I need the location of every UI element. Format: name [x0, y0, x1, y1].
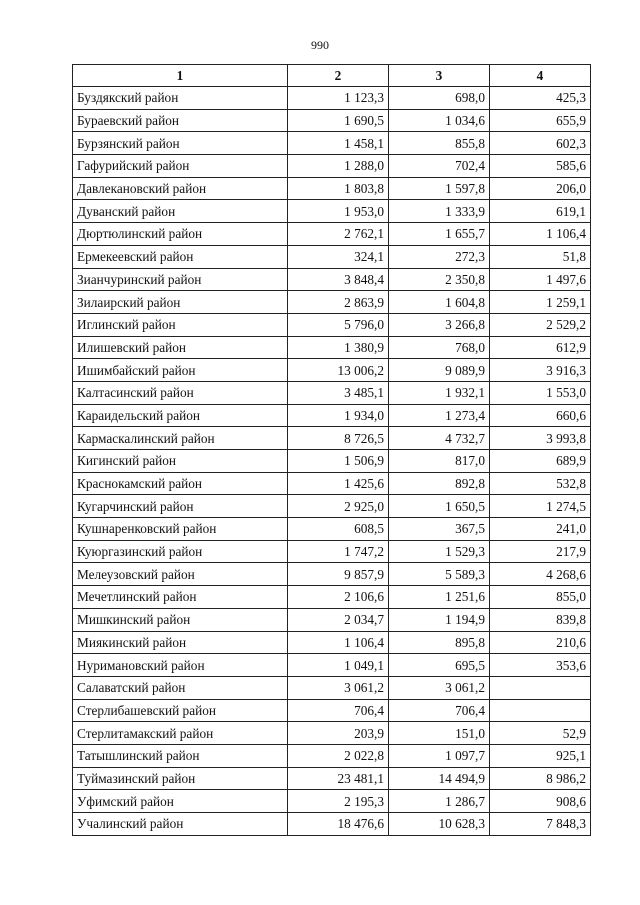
column-header-1: 1 [73, 65, 288, 87]
district-name-cell: Давлекановский район [73, 177, 288, 200]
value-cell-col-4: 619,1 [490, 200, 591, 223]
value-cell-col-3: 706,4 [389, 699, 490, 722]
value-cell-col-4: 925,1 [490, 744, 591, 767]
district-name-cell: Куюргазинский район [73, 540, 288, 563]
district-name-cell: Кугарчинский район [73, 495, 288, 518]
value-cell-col-2: 1 106,4 [288, 631, 389, 654]
district-name-cell: Мечетлинский район [73, 586, 288, 609]
district-name-cell: Салаватский район [73, 676, 288, 699]
table-row [73, 359, 591, 382]
value-cell-col-3: 702,4 [389, 155, 490, 178]
value-cell-col-2: 1 425,6 [288, 472, 389, 495]
value-cell-col-4: 4 268,6 [490, 563, 591, 586]
district-name-cell: Стерлитамакский район [73, 722, 288, 745]
table-row [73, 132, 591, 155]
table-row [73, 223, 591, 246]
district-name-cell: Туймазинский район [73, 767, 288, 790]
value-cell-col-4: 353,6 [490, 654, 591, 677]
value-cell-col-4: 217,9 [490, 540, 591, 563]
table-row [73, 427, 591, 450]
value-cell-col-4: 1 274,5 [490, 495, 591, 518]
value-cell-col-3: 1 932,1 [389, 381, 490, 404]
value-cell-col-4: 51,8 [490, 245, 591, 268]
value-cell-col-2: 5 796,0 [288, 313, 389, 336]
district-name-cell: Миякинский район [73, 631, 288, 654]
column-header-2: 2 [288, 65, 389, 87]
table-row [73, 450, 591, 473]
value-cell-col-2: 1 747,2 [288, 540, 389, 563]
table-row [73, 313, 591, 336]
district-name-cell: Кармаскалинский район [73, 427, 288, 450]
table-row [73, 790, 591, 813]
table-body [73, 87, 591, 836]
value-cell-col-2: 3 485,1 [288, 381, 389, 404]
district-name-cell: Калтасинский район [73, 381, 288, 404]
value-cell-col-4: 689,9 [490, 450, 591, 473]
value-cell-col-3: 1 650,5 [389, 495, 490, 518]
value-cell-col-4: 52,9 [490, 722, 591, 745]
value-cell-col-3: 1 034,6 [389, 109, 490, 132]
table-row [73, 586, 591, 609]
value-cell-col-2: 2 034,7 [288, 608, 389, 631]
value-cell-col-2: 706,4 [288, 699, 389, 722]
value-cell-col-4: 1 259,1 [490, 291, 591, 314]
table-row [73, 472, 591, 495]
value-cell-col-3: 1 286,7 [389, 790, 490, 813]
value-cell-col-2: 1 506,9 [288, 450, 389, 473]
value-cell-col-4: 1 553,0 [490, 381, 591, 404]
value-cell-col-4: 3 993,8 [490, 427, 591, 450]
table-row [73, 518, 591, 541]
table-row [73, 87, 591, 110]
value-cell-col-3: 3 061,2 [389, 676, 490, 699]
value-cell-col-3: 892,8 [389, 472, 490, 495]
value-cell-col-3: 3 266,8 [389, 313, 490, 336]
value-cell-col-3: 895,8 [389, 631, 490, 654]
district-name-cell: Иглинский район [73, 313, 288, 336]
value-cell-col-2: 1 934,0 [288, 404, 389, 427]
district-name-cell: Бурзянский район [73, 132, 288, 155]
value-cell-col-4: 855,0 [490, 586, 591, 609]
value-cell-col-4: 660,6 [490, 404, 591, 427]
value-cell-col-3: 1 333,9 [389, 200, 490, 223]
value-cell-col-4 [490, 699, 591, 722]
value-cell-col-4: 602,3 [490, 132, 591, 155]
table-row [73, 676, 591, 699]
value-cell-col-2: 324,1 [288, 245, 389, 268]
district-name-cell: Гафурийский район [73, 155, 288, 178]
value-cell-col-2: 2 925,0 [288, 495, 389, 518]
table-row [73, 699, 591, 722]
table-row [73, 767, 591, 790]
value-cell-col-2: 3 061,2 [288, 676, 389, 699]
value-cell-col-4: 206,0 [490, 177, 591, 200]
district-name-cell: Караидельский район [73, 404, 288, 427]
district-name-cell: Ермекеевский район [73, 245, 288, 268]
table-row [73, 722, 591, 745]
value-cell-col-3: 367,5 [389, 518, 490, 541]
value-cell-col-2: 2 863,9 [288, 291, 389, 314]
district-name-cell: Илишевский район [73, 336, 288, 359]
value-cell-col-2: 1 458,1 [288, 132, 389, 155]
value-cell-col-3: 10 628,3 [389, 813, 490, 836]
value-cell-col-3: 1 273,4 [389, 404, 490, 427]
value-cell-col-2: 2 195,3 [288, 790, 389, 813]
value-cell-col-2: 8 726,5 [288, 427, 389, 450]
table-row [73, 744, 591, 767]
value-cell-col-4: 3 916,3 [490, 359, 591, 382]
value-cell-col-2: 2 762,1 [288, 223, 389, 246]
value-cell-col-4: 1 106,4 [490, 223, 591, 246]
value-cell-col-2: 203,9 [288, 722, 389, 745]
table-row [73, 631, 591, 654]
district-name-cell: Мишкинский район [73, 608, 288, 631]
table-row [73, 291, 591, 314]
value-cell-col-3: 14 494,9 [389, 767, 490, 790]
district-name-cell: Уфимский район [73, 790, 288, 813]
district-name-cell: Нуримановский район [73, 654, 288, 677]
table-row [73, 155, 591, 178]
value-cell-col-3: 855,8 [389, 132, 490, 155]
value-cell-col-2: 1 803,8 [288, 177, 389, 200]
table-row [73, 813, 591, 836]
district-data-table [72, 64, 591, 836]
district-name-cell: Буздякский район [73, 87, 288, 110]
table-row [73, 245, 591, 268]
value-cell-col-3: 272,3 [389, 245, 490, 268]
value-cell-col-3: 1 655,7 [389, 223, 490, 246]
table-row [73, 268, 591, 291]
district-name-cell: Учалинский район [73, 813, 288, 836]
table-row [73, 109, 591, 132]
value-cell-col-4: 8 986,2 [490, 767, 591, 790]
value-cell-col-2: 1 123,3 [288, 87, 389, 110]
value-cell-col-4: 585,6 [490, 155, 591, 178]
value-cell-col-4 [490, 676, 591, 699]
value-cell-col-3: 1 097,7 [389, 744, 490, 767]
value-cell-col-2: 18 476,6 [288, 813, 389, 836]
value-cell-col-2: 1 288,0 [288, 155, 389, 178]
value-cell-col-4: 612,9 [490, 336, 591, 359]
value-cell-col-4: 1 497,6 [490, 268, 591, 291]
value-cell-col-3: 695,5 [389, 654, 490, 677]
value-cell-col-2: 1 953,0 [288, 200, 389, 223]
value-cell-col-4: 655,9 [490, 109, 591, 132]
value-cell-col-3: 2 350,8 [389, 268, 490, 291]
value-cell-col-4: 7 848,3 [490, 813, 591, 836]
column-header-3: 3 [389, 65, 490, 87]
value-cell-col-3: 4 732,7 [389, 427, 490, 450]
table-header-row [73, 65, 591, 87]
column-header-4: 4 [490, 65, 591, 87]
value-cell-col-3: 698,0 [389, 87, 490, 110]
value-cell-col-2: 1 380,9 [288, 336, 389, 359]
table-row [73, 563, 591, 586]
table-row [73, 404, 591, 427]
district-name-cell: Татышлинский район [73, 744, 288, 767]
district-name-cell: Краснокамский район [73, 472, 288, 495]
value-cell-col-3: 1 251,6 [389, 586, 490, 609]
value-cell-col-3: 768,0 [389, 336, 490, 359]
page-number: 990 [311, 38, 329, 52]
value-cell-col-2: 9 857,9 [288, 563, 389, 586]
table-row [73, 381, 591, 404]
table-row [73, 540, 591, 563]
district-name-cell: Мелеузовский район [73, 563, 288, 586]
value-cell-col-2: 2 106,6 [288, 586, 389, 609]
district-name-cell: Кигинский район [73, 450, 288, 473]
table-row [73, 177, 591, 200]
value-cell-col-3: 1 529,3 [389, 540, 490, 563]
value-cell-col-2: 13 006,2 [288, 359, 389, 382]
value-cell-col-3: 151,0 [389, 722, 490, 745]
district-name-cell: Дуванский район [73, 200, 288, 223]
value-cell-col-3: 5 589,3 [389, 563, 490, 586]
district-name-cell: Зианчуринский район [73, 268, 288, 291]
value-cell-col-2: 1 049,1 [288, 654, 389, 677]
value-cell-col-4: 839,8 [490, 608, 591, 631]
district-name-cell: Кушнаренковский район [73, 518, 288, 541]
value-cell-col-3: 1 597,8 [389, 177, 490, 200]
value-cell-col-4: 425,3 [490, 87, 591, 110]
table-row [73, 608, 591, 631]
district-name-cell: Дюртюлинский район [73, 223, 288, 246]
table-row [73, 654, 591, 677]
value-cell-col-2: 2 022,8 [288, 744, 389, 767]
district-name-cell: Стерлибашевский район [73, 699, 288, 722]
value-cell-col-2: 23 481,1 [288, 767, 389, 790]
value-cell-col-3: 1 194,9 [389, 608, 490, 631]
value-cell-col-4: 2 529,2 [490, 313, 591, 336]
value-cell-col-4: 532,8 [490, 472, 591, 495]
district-name-cell: Бураевский район [73, 109, 288, 132]
table-row [73, 336, 591, 359]
district-name-cell: Ишимбайский район [73, 359, 288, 382]
value-cell-col-4: 241,0 [490, 518, 591, 541]
value-cell-col-2: 3 848,4 [288, 268, 389, 291]
value-cell-col-2: 608,5 [288, 518, 389, 541]
district-name-cell: Зилаирский район [73, 291, 288, 314]
value-cell-col-4: 908,6 [490, 790, 591, 813]
value-cell-col-4: 210,6 [490, 631, 591, 654]
value-cell-col-3: 9 089,9 [389, 359, 490, 382]
value-cell-col-3: 1 604,8 [389, 291, 490, 314]
value-cell-col-3: 817,0 [389, 450, 490, 473]
value-cell-col-2: 1 690,5 [288, 109, 389, 132]
table-row [73, 200, 591, 223]
table-row [73, 495, 591, 518]
